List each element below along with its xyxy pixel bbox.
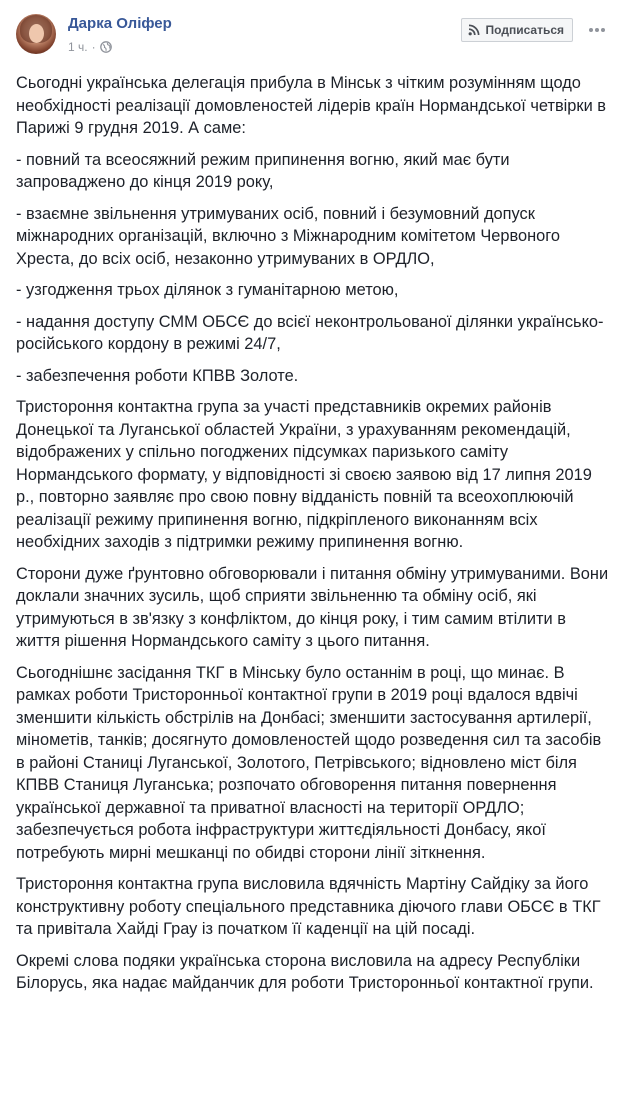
meta-separator: · [91, 40, 96, 54]
avatar[interactable] [16, 14, 56, 54]
post-header [16, 12, 607, 72]
post-paragraph: - узгодження трьох ділянок з гуманітарною метою, [16, 281, 399, 299]
ellipsis-glyph [587, 20, 607, 40]
post-meta [68, 40, 112, 54]
post-paragraph: - взаємне звільнення утримуваних осіб, повний і безумовний допуск міжнародних організацій, включно з Міжнародним комітетом Червоного Хреста, до всіх осіб, незаконно утримуваних в ОРДЛО, [16, 204, 561, 268]
author-name-link[interactable]: Дарка Оліфер [68, 15, 172, 32]
post-paragraph: - забезпечення роботи КПВВ Золоте. [16, 366, 299, 385]
post-paragraph: Окремі слова подяки українська сторона висловила на адресу Республіки Білорусь, яка надає майданчик для роботи Тристоронньої контактної групи. [16, 951, 594, 992]
post-paragraph: - надання доступу СММ ОБСЄ до всієї неконтрольованої ділянки українсько-російського кордону в режимі 24/7, [16, 312, 604, 353]
post-paragraph: Тристороння контактна група за участі представників окремих районів Донецької та Луганської областей України, з урахуванням рекомендацій, відображених у спільно погоджених підсумках паризького саміту Нормандського формату, у відповідності зі своєю заявою від 17 липня 2019 р., повторно заявляє про свою повну відданість повній та всеохоплюючій реалізації режиму припинення вогню, підкріпленого виконанням всіх необхідних заходів з підтримки режиму припинення вогню. [16, 398, 592, 551]
subscribe-label: Подписаться [485, 23, 564, 37]
post-body [16, 72, 610, 995]
globe-icon[interactable] [100, 41, 112, 53]
rss-icon [468, 24, 480, 36]
post-paragraph: - повний та всеосяжний режим припинення вогню, який має бути запроваджено до кінця 2019 року, [16, 150, 510, 191]
post-paragraph: Сьогодні українська делегація прибула в Мінськ з чітким розумінням щодо необхідності реалізації домовленостей лідерів країн Нормандської четвірки в Парижі 9 грудня 2019. А саме: [16, 74, 607, 137]
subscribe-button[interactable] [461, 18, 573, 42]
post-paragraph: Сьогоднішнє засідання ТКГ в Мінську було останнім в році, що минає. В рамках роботи Тристоронньої контактної групи в 2019 році вдалося вдвічі зменшити кількість обстрілів на Донбасі; зменшити застосування артилерії, мінометів, танків; досягнуто домовленостей щодо розведення сил та засобів в районі Станиці Луганської, Золотого, Петрівського; відновлено міст біля КПВВ Станиця Луганська; розпочато обговорення питання повернення української державної та приватної власності на території ОРДЛО; забезпечується робота інфраструктури життєдіяльності Донбасу, якої потребують мирні мешканці по обидві сторони лінії зіткнення. [16, 663, 602, 862]
post-paragraph: Сторони дуже ґрунтовно обговорювали і питання обміну утримуваними. Вони доклали значних зусиль, щоб сприяти звільненню та обміну осіб, які утримуються в зв'язку з конфліктом, до кінця року, і тим самим втілити в життя рішення Нормандського саміту з цього питання. [16, 564, 609, 650]
avatar-face [29, 24, 44, 43]
more-options-icon[interactable] [587, 20, 607, 40]
post-paragraph: Тристороння контактна група висловила вдячність Мартіну Сайдіку за його конструктивну роботу спеціального представника діючого глави ОБСЄ в ТКГ та привітала Хайді Грау із початком її каденції на цій посаді. [16, 875, 601, 938]
post-timestamp[interactable]: 1 ч. [68, 40, 88, 54]
